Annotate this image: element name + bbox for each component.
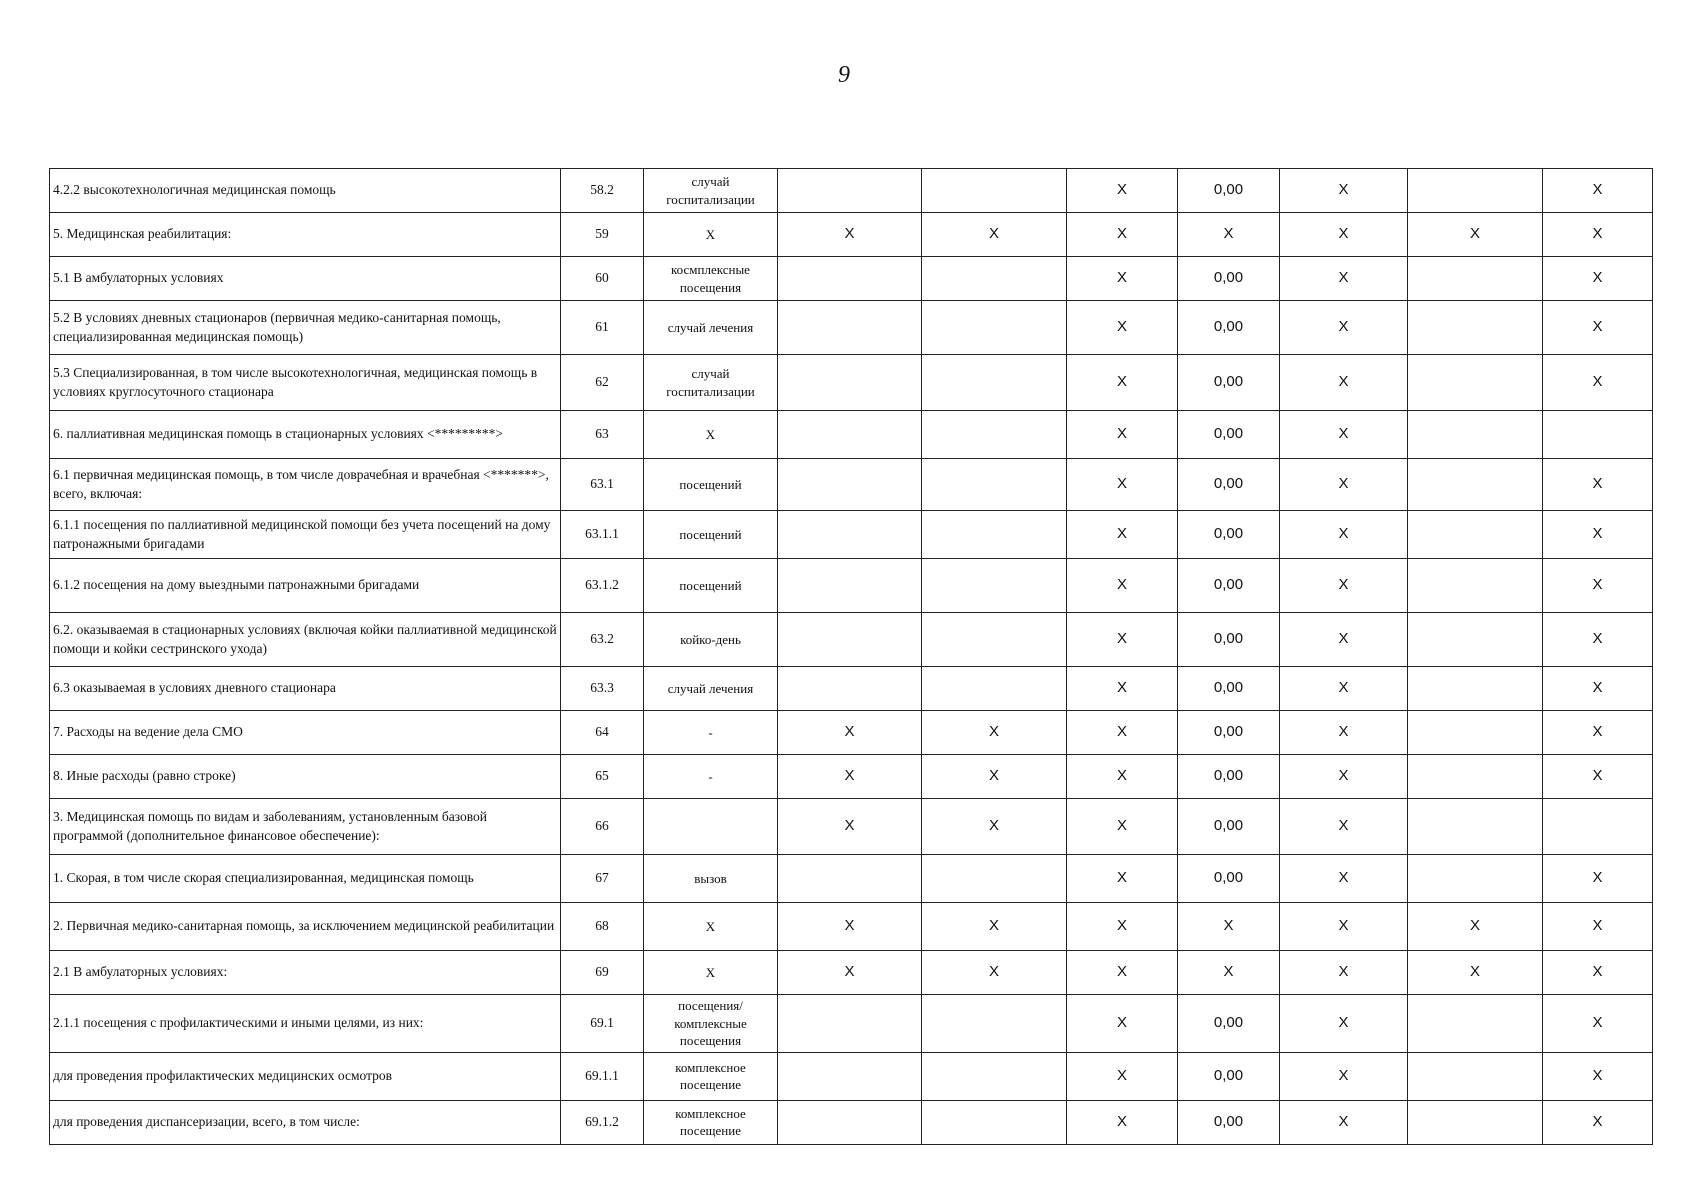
table-row	[50, 301, 1653, 355]
row-col-7: 0,00	[1178, 459, 1280, 511]
row-col-6: X	[1067, 257, 1178, 301]
row-col-6: X	[1067, 411, 1178, 459]
row-code: 68	[561, 903, 644, 951]
row-col-8: X	[1280, 903, 1408, 951]
row-col-5: X	[922, 711, 1067, 755]
row-unit: космплексные посещения	[644, 257, 778, 301]
row-col-5	[922, 459, 1067, 511]
row-col-6: X	[1067, 755, 1178, 799]
row-col-8: X	[1280, 355, 1408, 411]
row-col-8: X	[1280, 169, 1408, 213]
row-col-7: 0,00	[1178, 855, 1280, 903]
row-col-5	[922, 559, 1067, 613]
table-row	[50, 613, 1653, 667]
row-col-8: X	[1280, 213, 1408, 257]
table-row	[50, 459, 1653, 511]
row-col-9	[1408, 301, 1543, 355]
row-unit: вызов	[644, 855, 778, 903]
row-col-10: X	[1543, 667, 1653, 711]
row-col-7: X	[1178, 951, 1280, 995]
row-col-7: 0,00	[1178, 755, 1280, 799]
row-col-5	[922, 169, 1067, 213]
row-name: 2. Первичная медико-санитарная помощь, за исключением медицинской реабилитации	[50, 903, 561, 951]
table-row	[50, 169, 1653, 213]
row-code: 58.2	[561, 169, 644, 213]
row-col-7: 0,00	[1178, 995, 1280, 1053]
table-row	[50, 559, 1653, 613]
row-unit: посещений	[644, 559, 778, 613]
row-col-8: X	[1280, 257, 1408, 301]
row-col-9	[1408, 459, 1543, 511]
row-col-9	[1408, 799, 1543, 855]
row-name: для проведения диспансеризации, всего, в том числе:	[50, 1100, 561, 1144]
row-name: 5.1 В амбулаторных условиях	[50, 257, 561, 301]
row-col-9	[1408, 711, 1543, 755]
row-unit: X	[644, 213, 778, 257]
row-unit: X	[644, 411, 778, 459]
row-unit: случай госпитализации	[644, 355, 778, 411]
row-name: 6.1.1 посещения по паллиативной медицинской помощи без учета посещений на дому патронажными бригадами	[50, 511, 561, 559]
row-col-9	[1408, 169, 1543, 213]
row-col-7: 0,00	[1178, 667, 1280, 711]
row-col-5	[922, 355, 1067, 411]
row-col-4	[778, 613, 922, 667]
row-col-7: X	[1178, 213, 1280, 257]
row-name: 2.1 В амбулаторных условиях:	[50, 951, 561, 995]
row-col-9	[1408, 613, 1543, 667]
row-col-9	[1408, 667, 1543, 711]
row-unit: случай лечения	[644, 667, 778, 711]
row-col-4	[778, 257, 922, 301]
row-unit: комплексное посещение	[644, 1100, 778, 1144]
row-col-9	[1408, 995, 1543, 1053]
row-col-8: X	[1280, 995, 1408, 1053]
row-code: 63.1.2	[561, 559, 644, 613]
row-unit: случай лечения	[644, 301, 778, 355]
table-row	[50, 411, 1653, 459]
row-code: 69.1.2	[561, 1100, 644, 1144]
row-col-5: X	[922, 799, 1067, 855]
row-col-9: X	[1408, 951, 1543, 995]
row-col-4: X	[778, 903, 922, 951]
row-col-9: X	[1408, 213, 1543, 257]
row-col-5	[922, 667, 1067, 711]
row-col-4	[778, 667, 922, 711]
row-col-4: X	[778, 711, 922, 755]
row-code: 66	[561, 799, 644, 855]
table-row	[50, 667, 1653, 711]
row-col-6: X	[1067, 995, 1178, 1053]
row-col-6: X	[1067, 1100, 1178, 1144]
table-row	[50, 213, 1653, 257]
row-col-10: X	[1543, 855, 1653, 903]
row-name: 6.3 оказываемая в условиях дневного стационара	[50, 667, 561, 711]
row-col-8: X	[1280, 411, 1408, 459]
row-col-10: X	[1543, 169, 1653, 213]
row-code: 62	[561, 355, 644, 411]
row-col-4	[778, 995, 922, 1053]
row-col-8: X	[1280, 667, 1408, 711]
row-col-7: 0,00	[1178, 711, 1280, 755]
row-col-7: 0,00	[1178, 169, 1280, 213]
row-code: 60	[561, 257, 644, 301]
row-unit: -	[644, 711, 778, 755]
row-col-4	[778, 301, 922, 355]
row-col-7: 0,00	[1178, 613, 1280, 667]
row-code: 69	[561, 951, 644, 995]
row-name: 2.1.1 посещения с профилактическими и иными целями, из них:	[50, 995, 561, 1053]
row-col-10: X	[1543, 459, 1653, 511]
row-col-7: 0,00	[1178, 1052, 1280, 1100]
row-col-10: X	[1543, 951, 1653, 995]
row-col-5: X	[922, 213, 1067, 257]
row-col-5	[922, 411, 1067, 459]
row-col-6: X	[1067, 903, 1178, 951]
row-col-10: X	[1543, 1100, 1653, 1144]
row-col-9	[1408, 855, 1543, 903]
row-name: 3. Медицинская помощь по видам и заболеваниям, установленным базовой программой (дополнительное финансовое обеспечение):	[50, 799, 561, 855]
row-col-10: X	[1543, 301, 1653, 355]
row-name: 6. паллиативная медицинская помощь в стационарных условиях <*********>	[50, 411, 561, 459]
page-number: 9	[838, 62, 850, 88]
row-col-4	[778, 411, 922, 459]
row-col-6: X	[1067, 951, 1178, 995]
row-unit: койко-день	[644, 613, 778, 667]
row-col-7: 0,00	[1178, 511, 1280, 559]
row-col-10: X	[1543, 755, 1653, 799]
row-col-6: X	[1067, 711, 1178, 755]
table-row	[50, 511, 1653, 559]
row-col-5	[922, 1100, 1067, 1144]
row-col-8: X	[1280, 799, 1408, 855]
row-col-4	[778, 1052, 922, 1100]
row-col-4	[778, 355, 922, 411]
row-col-9	[1408, 257, 1543, 301]
row-col-7: 0,00	[1178, 799, 1280, 855]
row-name: 4.2.2 высокотехнологичная медицинская помощь	[50, 169, 561, 213]
table-row	[50, 355, 1653, 411]
row-unit: X	[644, 951, 778, 995]
row-name: 1. Скорая, в том числе скорая специализированная, медицинская помощь	[50, 855, 561, 903]
row-col-10: X	[1543, 257, 1653, 301]
row-col-9	[1408, 511, 1543, 559]
row-col-5: X	[922, 951, 1067, 995]
row-col-9	[1408, 755, 1543, 799]
row-code: 69.1	[561, 995, 644, 1053]
row-col-5	[922, 613, 1067, 667]
row-col-8: X	[1280, 951, 1408, 995]
row-col-7: 0,00	[1178, 355, 1280, 411]
row-name: 8. Иные расходы (равно строке)	[50, 755, 561, 799]
row-col-8: X	[1280, 459, 1408, 511]
table-row	[50, 855, 1653, 903]
row-col-10	[1543, 411, 1653, 459]
row-col-8: X	[1280, 511, 1408, 559]
row-col-8: X	[1280, 1100, 1408, 1144]
row-col-10: X	[1543, 511, 1653, 559]
table-row	[50, 995, 1653, 1053]
row-code: 67	[561, 855, 644, 903]
table-row	[50, 711, 1653, 755]
row-col-10: X	[1543, 1052, 1653, 1100]
row-col-10: X	[1543, 613, 1653, 667]
row-col-6: X	[1067, 855, 1178, 903]
table-row	[50, 1052, 1653, 1100]
row-col-4: X	[778, 951, 922, 995]
row-col-6: X	[1067, 301, 1178, 355]
row-col-7: 0,00	[1178, 301, 1280, 355]
row-col-10: X	[1543, 903, 1653, 951]
row-col-10: X	[1543, 995, 1653, 1053]
row-col-4: X	[778, 755, 922, 799]
row-unit: посещений	[644, 511, 778, 559]
row-code: 63.1	[561, 459, 644, 511]
row-col-6: X	[1067, 213, 1178, 257]
row-col-4	[778, 511, 922, 559]
row-col-4	[778, 559, 922, 613]
row-col-7: 0,00	[1178, 559, 1280, 613]
row-col-8: X	[1280, 711, 1408, 755]
row-col-9	[1408, 355, 1543, 411]
row-col-9	[1408, 1100, 1543, 1144]
data-table	[49, 168, 1653, 1145]
row-unit	[644, 799, 778, 855]
table-row	[50, 903, 1653, 951]
row-col-8: X	[1280, 559, 1408, 613]
row-col-10	[1543, 799, 1653, 855]
row-col-6: X	[1067, 511, 1178, 559]
row-col-5	[922, 301, 1067, 355]
row-name: 5.3 Специализированная, в том числе высокотехнологичная, медицинская помощь в условиях круглосуточного стационара	[50, 355, 561, 411]
table-body	[50, 169, 1653, 1145]
row-code: 63.2	[561, 613, 644, 667]
table-row	[50, 951, 1653, 995]
row-name: 6.1.2 посещения на дому выездными патронажными бригадами	[50, 559, 561, 613]
row-col-10: X	[1543, 559, 1653, 613]
row-code: 65	[561, 755, 644, 799]
row-col-7: X	[1178, 903, 1280, 951]
row-col-7: 0,00	[1178, 257, 1280, 301]
row-name: 7. Расходы на ведение дела СМО	[50, 711, 561, 755]
row-col-6: X	[1067, 559, 1178, 613]
row-name: 6.2. оказываемая в стационарных условиях (включая койки паллиативной медицинской помощи и койки сестринского ухода)	[50, 613, 561, 667]
row-code: 61	[561, 301, 644, 355]
row-code: 63.3	[561, 667, 644, 711]
row-col-10: X	[1543, 355, 1653, 411]
row-col-6: X	[1067, 355, 1178, 411]
row-name: 5.2 В условиях дневных стационаров (первичная медико-санитарная помощь, специализированная медицинская помощь)	[50, 301, 561, 355]
row-col-5	[922, 855, 1067, 903]
row-col-5	[922, 995, 1067, 1053]
row-col-5: X	[922, 903, 1067, 951]
row-col-4	[778, 1100, 922, 1144]
row-col-9	[1408, 559, 1543, 613]
row-col-4	[778, 169, 922, 213]
row-col-8: X	[1280, 301, 1408, 355]
row-col-8: X	[1280, 613, 1408, 667]
table-row	[50, 257, 1653, 301]
row-name: 5. Медицинская реабилитация:	[50, 213, 561, 257]
row-col-6: X	[1067, 667, 1178, 711]
row-col-6: X	[1067, 459, 1178, 511]
row-code: 69.1.1	[561, 1052, 644, 1100]
row-col-4	[778, 459, 922, 511]
table-row	[50, 1100, 1653, 1144]
row-code: 63	[561, 411, 644, 459]
row-col-6: X	[1067, 169, 1178, 213]
row-col-5	[922, 1052, 1067, 1100]
row-name: 6.1 первичная медицинская помощь, в том числе доврачебная и врачебная <*******>, всего, включая:	[50, 459, 561, 511]
row-unit: X	[644, 903, 778, 951]
row-col-8: X	[1280, 855, 1408, 903]
row-col-4: X	[778, 799, 922, 855]
row-col-9	[1408, 1052, 1543, 1100]
row-col-4	[778, 855, 922, 903]
row-unit: посещений	[644, 459, 778, 511]
row-code: 64	[561, 711, 644, 755]
row-col-8: X	[1280, 755, 1408, 799]
row-col-5	[922, 257, 1067, 301]
row-unit: -	[644, 755, 778, 799]
row-col-6: X	[1067, 1052, 1178, 1100]
row-unit: комплексное посещение	[644, 1052, 778, 1100]
row-col-4: X	[778, 213, 922, 257]
row-col-5	[922, 511, 1067, 559]
row-col-9: X	[1408, 903, 1543, 951]
row-col-9	[1408, 411, 1543, 459]
table-row	[50, 799, 1653, 855]
row-col-6: X	[1067, 799, 1178, 855]
row-col-7: 0,00	[1178, 1100, 1280, 1144]
row-unit: случай госпитализации	[644, 169, 778, 213]
row-col-8: X	[1280, 1052, 1408, 1100]
row-col-10: X	[1543, 711, 1653, 755]
row-unit: посещения/ комплексные посещения	[644, 995, 778, 1053]
row-col-6: X	[1067, 613, 1178, 667]
table-row	[50, 755, 1653, 799]
row-col-5: X	[922, 755, 1067, 799]
row-code: 63.1.1	[561, 511, 644, 559]
row-col-7: 0,00	[1178, 411, 1280, 459]
row-code: 59	[561, 213, 644, 257]
row-col-10: X	[1543, 213, 1653, 257]
row-name: для проведения профилактических медицинских осмотров	[50, 1052, 561, 1100]
